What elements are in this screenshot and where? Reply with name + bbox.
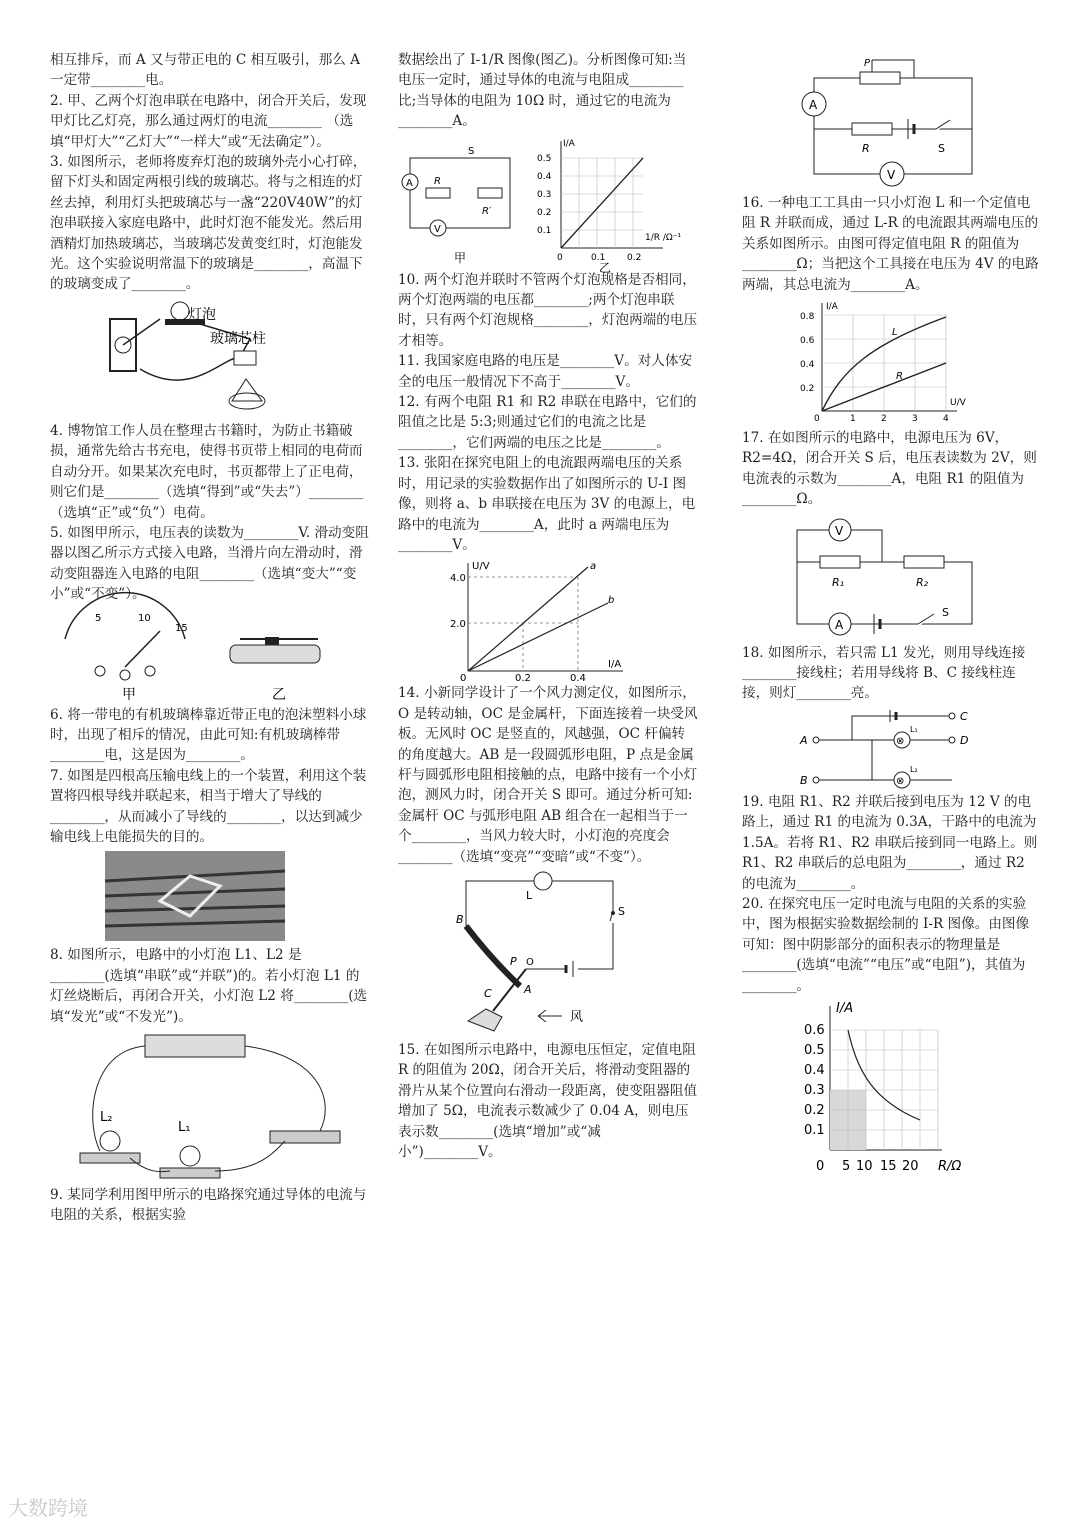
bulb-label: 灯泡 bbox=[188, 306, 216, 323]
svg-text:A: A bbox=[524, 982, 532, 996]
ytick: 4.0 bbox=[450, 573, 466, 585]
svg-text:B: B bbox=[800, 773, 808, 787]
svg-text:R: R bbox=[434, 175, 441, 187]
question-19: 19. 电阻 R1、R2 并联后接到电压为 12 V 的电路上，通过 R1 的电流为 0.3A，干路中的电流为 1.5A。若将 R1、R2 串联后接到同一电路上。则 R1、R2 串联后的总电阻为________，通过 R2 的电流为________。 bbox=[742, 793, 1042, 892]
xlabel: 1/R /Ω⁻¹ bbox=[645, 232, 682, 243]
svg-text:P: P bbox=[864, 58, 871, 69]
svg-text:B: B bbox=[456, 912, 464, 926]
svg-text:R′: R′ bbox=[482, 205, 492, 217]
question-9-cont: 数据绘出了 I-1/R 图像(图乙)。分析图像可知:当电压一定时，通过导体的电流与电阻成________比;当导体的电阻为 10Ω 时，通过它的电流为________A。 bbox=[398, 52, 687, 130]
question-10: 10. 两个灯泡并联时不管两个灯泡规格是否相同，两个灯泡两端的电压都________;两个灯泡串联时，只有两个灯泡规格________，灯泡两端的电压才相等。 bbox=[398, 271, 698, 349]
origin: 0 bbox=[816, 1158, 825, 1174]
ylabel: I/A bbox=[563, 138, 575, 149]
svg-text:15: 15 bbox=[175, 622, 188, 634]
q20-chart bbox=[742, 1000, 1042, 1175]
origin: 0 bbox=[460, 673, 467, 685]
needle bbox=[125, 631, 160, 667]
q17-circuit bbox=[742, 514, 1042, 639]
ytick: 0.4 bbox=[537, 171, 552, 182]
ytick: 0.4 bbox=[804, 1062, 825, 1078]
svg-text:S: S bbox=[618, 904, 625, 918]
svg-text:A: A bbox=[835, 617, 844, 632]
xtick: 0.2 bbox=[515, 673, 531, 685]
svg-text:10: 10 bbox=[138, 612, 151, 624]
xtick: 2 bbox=[881, 414, 887, 425]
q9-figure bbox=[398, 136, 698, 275]
svg-text:5: 5 bbox=[95, 612, 102, 624]
question-18: 18. 如图所示，若只需 L1 发光，则用导线连接________接线柱；若用导线将 B、C 接线柱连接，则灯________亮。 bbox=[742, 644, 1026, 702]
q18-circuit bbox=[742, 708, 1042, 788]
series-label: a bbox=[590, 561, 597, 573]
question-17: 17. 在如图所示的电路中，电源电压为 6V，R2=4Ω，闭合开关 S 后，电压表读数为 2V，则电流表的示数为________A，电阻 R1 的阻值为________Ω。 bbox=[742, 430, 1037, 508]
series-label: L bbox=[892, 327, 898, 339]
question-9: 9. 某同学利用图甲所示的电路探究通过导体的电流与电阻的关系，根据实验 bbox=[50, 1187, 367, 1224]
question-6: 6. 将一带电的有机玻璃棒靠近带正电的泡沫塑料小球时，出现了相斥的情况，由此可知:有机玻璃棒带________电，这是因为________。 bbox=[50, 706, 367, 764]
svg-text:L: L bbox=[526, 888, 533, 902]
question-16: 16. 一种电工工具由一只小灯泡 L 和一个定值电阻 R 并联而成，通过 L-R 的电流跟其两端电压的关系如图所示。由图可得定值电阻 R 的阻值为________Ω；当把这个工具接在电压为 4V 的电路两端，其总电流为________A。 bbox=[742, 195, 1039, 293]
question-3: 3. 如图所示，老师将废弃灯泡的玻璃外壳小心打碎，留下灯头和固定两根引线的玻璃芯。将与之相连的灯丝去掉，利用灯头把玻璃芯与一盏“220V40W”的灯泡串联接入家庭电路中，此时灯泡不能发光。然后用酒精灯加热玻璃芯，当玻璃芯发黄变红时，灯泡能发光。这个实验说明常温下的玻璃是________，高温下的玻璃变成了________。 bbox=[50, 154, 367, 293]
question-7: 7. 如图是四根高压输电线上的一个装置，利用这个装置将四根导线并联起来，相当于增大了导线的________，从而减小了导线的________，以达到减少输电线上电能损失的目的。 bbox=[50, 767, 367, 845]
svg-text:⊗: ⊗ bbox=[896, 735, 905, 747]
xlabel: I/A bbox=[608, 659, 622, 671]
ylabel: U/V bbox=[472, 561, 490, 573]
svg-text:V: V bbox=[434, 223, 441, 235]
ytick: 0.8 bbox=[800, 312, 815, 323]
svg-text:S: S bbox=[942, 605, 949, 619]
question-12: 12. 有两个电阻 R1 和 R2 串联在电路中，它们的阻值之比是 5:3;则通过它们的电流之比是________，它们两端的电压之比是________。 bbox=[398, 394, 697, 451]
xtick: 0.1 bbox=[591, 252, 606, 263]
column-1 bbox=[50, 50, 372, 1226]
ytick: 0.1 bbox=[537, 225, 552, 236]
question-8: 8. 如图所示，电路中的小灯泡 L1、L2 是________(选填“串联”或“并联”)的。若小灯泡 L1 的灯丝烧断后，再闭合开关，小灯泡 L2 将________(选填“发光”或“不发光”)。 bbox=[50, 947, 368, 1025]
watermark: 大数跨境 bbox=[8, 1496, 88, 1520]
svg-text:A: A bbox=[406, 177, 413, 189]
question-15: 15. 在如图所示电路中，电源电压恒定，定值电阻 R 的阻值为 20Ω，闭合开关后，将滑动变阻器的滑片从某个位置向右滑动一段距离，使变阻器阻值增加了 5Ω，电流表示数减少了 0.04 A，则电压表示数________(选填“增加”或“减小”)________V。 bbox=[398, 1041, 701, 1160]
svg-text:P: P bbox=[510, 954, 517, 968]
column-3 bbox=[742, 50, 1042, 1179]
question-13: 13. 张阳在探究电阻上的电流跟两端电压的关系时，用记录的实验数据作出了如图所示的 U-I 图像，则将 a、b 串联接在电压为 3V 的电源上，电路中的电流为________A，此时 a 两端电压为________V。 bbox=[398, 455, 696, 553]
xtick: 10 bbox=[856, 1158, 873, 1174]
xtick: 0 bbox=[557, 252, 563, 263]
xtick: 4 bbox=[943, 414, 949, 425]
ytick: 0.6 bbox=[800, 336, 815, 347]
svg-text:L₁: L₁ bbox=[910, 724, 918, 734]
ytick: 0.4 bbox=[800, 360, 815, 371]
svg-text:R: R bbox=[862, 142, 870, 155]
xtick: 3 bbox=[912, 414, 918, 425]
ylabel: I/A bbox=[836, 1000, 854, 1016]
series-label: b bbox=[608, 595, 615, 607]
svg-text:A: A bbox=[809, 98, 818, 112]
question-14: 14. 小新同学设计了一个风力测定仪，如图所示，O 是转动轴，OC 是金属杆，下面连接着一块受风板。无风时 OC 是竖直的，风越强，OC 杆偏转的角度越大。AB 是一段圆弧形电阻，P 点是金属杆与圆弧形电阻相接触的点，电路中接有一个小灯泡，测风力时，闭合开关 S 即可。通过分析可知:金属杆 OC 与弧形电阻 AB 组合在一起相当于一个________，当风力较大时，小灯泡的亮度会________（选填“变亮”“变暗”或“不变”）。 bbox=[398, 685, 698, 865]
wind-label: 风 bbox=[570, 1009, 584, 1025]
svg-text:L₁: L₁ bbox=[178, 1120, 191, 1135]
xlabel: R/Ω bbox=[938, 1158, 962, 1174]
xtick: 0.2 bbox=[627, 252, 642, 263]
ytick: 0.2 bbox=[537, 207, 552, 218]
question-11: 11. 我国家庭电路的电压是________V。对人体安全的电压一般情况下不高于________V。 bbox=[398, 353, 693, 390]
svg-text:A: A bbox=[800, 733, 808, 747]
series-b bbox=[468, 603, 608, 671]
svg-text:C: C bbox=[484, 986, 492, 1000]
q9-line bbox=[561, 158, 643, 248]
glass-core-figure bbox=[50, 299, 372, 417]
q15-circuit bbox=[742, 54, 1042, 189]
svg-text:C: C bbox=[960, 709, 968, 723]
question-4: 4. 博物馆工作人员在整理古书籍时，为防止书籍破损，通常先给古书充电，使得书页带上相同的电荷而自动分开。如果某次充电时，书页都带上了正电荷，则它们是________（选填“得到”或“失去”）________（选填“正”或“负”）电荷。 bbox=[50, 422, 364, 521]
question-5: 5. 如图甲所示，电压表的读数为________V. 滑动变阻器以图乙所示方式接入电路，当滑片向左滑动时，滑动变阻器连入电路的电阻________（选填“变大”“变小”或“不变”）。 bbox=[50, 524, 369, 603]
svg-text:⊗: ⊗ bbox=[896, 775, 905, 787]
svg-text:S: S bbox=[938, 142, 945, 155]
svg-text:D: D bbox=[960, 733, 969, 747]
origin: 0 bbox=[814, 414, 820, 425]
lamp-circuit-figure bbox=[50, 1031, 372, 1181]
xtick: 1 bbox=[850, 414, 856, 425]
ytick: 2.0 bbox=[450, 619, 466, 631]
svg-text:S: S bbox=[468, 145, 475, 157]
q16-chart bbox=[742, 299, 1042, 424]
ytick: 0.2 bbox=[804, 1102, 825, 1118]
xtick: 15 bbox=[880, 1158, 897, 1174]
label-yi: 乙 bbox=[599, 260, 612, 275]
label-jia: 甲 bbox=[122, 686, 136, 703]
ytick: 0.3 bbox=[804, 1082, 825, 1098]
svg-text:R₂: R₂ bbox=[916, 575, 929, 589]
ytick: 0.3 bbox=[537, 189, 552, 200]
svg-text:V: V bbox=[835, 523, 844, 538]
xtick: 5 bbox=[842, 1158, 851, 1174]
question-text: 相互排斥，而 A 又与带正电的 C 相互吸引，那么 A 一定带________电。 bbox=[50, 52, 365, 89]
svg-text:L₂: L₂ bbox=[910, 764, 918, 774]
xtick: 20 bbox=[902, 1158, 919, 1174]
ytick: 0.2 bbox=[800, 384, 815, 395]
ytick: 0.6 bbox=[804, 1022, 825, 1038]
series-label: R bbox=[896, 371, 903, 383]
label-yi: 乙 bbox=[272, 686, 286, 703]
ylabel: I/A bbox=[826, 302, 838, 313]
svg-text:L₂: L₂ bbox=[100, 1110, 113, 1125]
q13-chart bbox=[398, 559, 698, 685]
question-2: 2. 甲、乙两个灯泡串联在电路中，闭合开关后，发现甲灯比乙灯亮，那么通过两灯的电流________ （选填“甲灯大”“乙灯大”“一样大”或“无法确定”）。 bbox=[50, 92, 367, 150]
xtick: 0.4 bbox=[570, 673, 586, 685]
svg-text:R₁: R₁ bbox=[832, 575, 845, 589]
series-a bbox=[468, 567, 588, 671]
ytick: 0.1 bbox=[804, 1122, 825, 1138]
column-2 bbox=[398, 50, 701, 1162]
voltmeter-rheostat-figure bbox=[50, 609, 372, 701]
wind-meter-figure bbox=[398, 871, 698, 1036]
ytick: 0.5 bbox=[804, 1042, 825, 1058]
svg-text:V: V bbox=[887, 168, 896, 182]
xlabel: U/V bbox=[950, 398, 966, 409]
question-20: 20. 在探究电压一定时电流与电阻的关系的实验中，图为根据实验数据绘制的 I-R 图像。由图像可知：图中阴影部分的面积表示的物理量是________(选填“电流”“电压”或“电阻”)，其值为________。 bbox=[742, 895, 1030, 994]
transmission-line-photo bbox=[50, 851, 372, 941]
svg-text:O: O bbox=[526, 956, 534, 968]
q9-chart bbox=[537, 139, 682, 275]
label-jia: 甲 bbox=[454, 250, 467, 265]
ytick: 0.5 bbox=[537, 153, 552, 164]
glass-core-label: 玻璃芯柱 bbox=[210, 330, 266, 347]
bulb-icon bbox=[171, 302, 189, 320]
